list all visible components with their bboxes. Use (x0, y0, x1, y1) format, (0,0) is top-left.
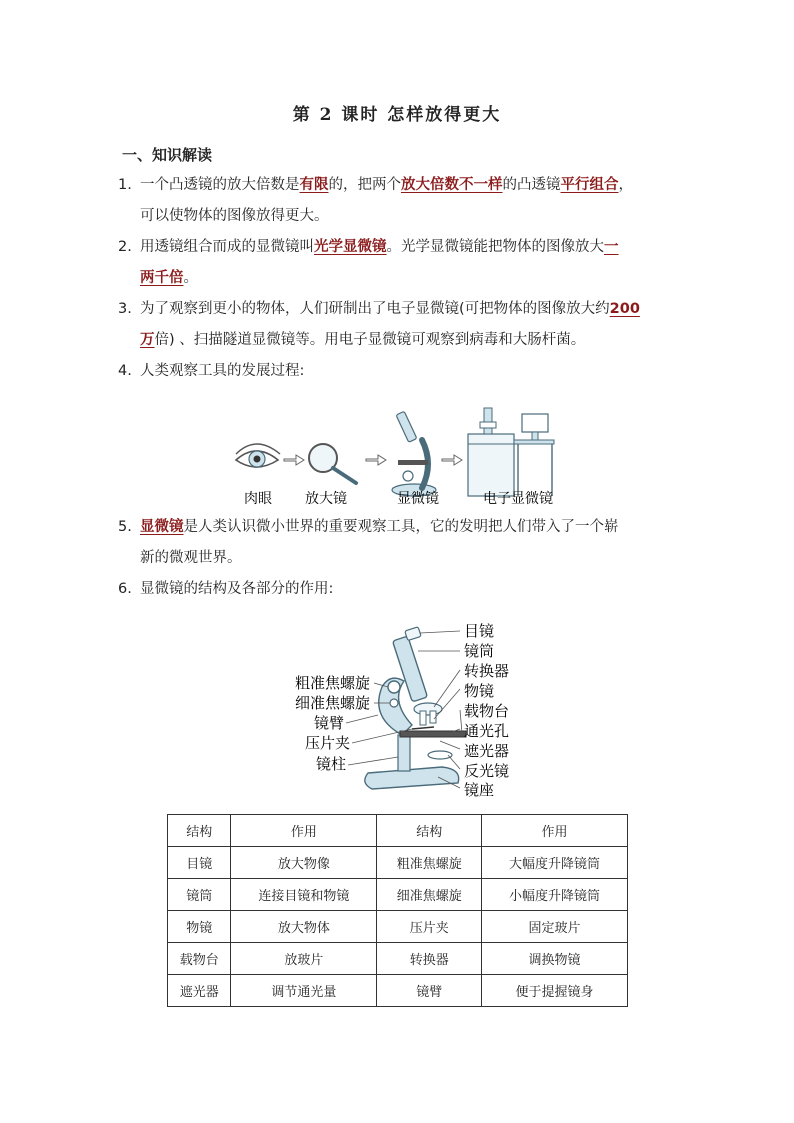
list-item: 2. 用透镜组合而成的显微镜叫光学显微镜。光学显微镜能把物体的图像放大一 两千倍。 (118, 239, 619, 286)
part-label: 物镜 (464, 682, 495, 700)
part-label: 遮光器 (464, 742, 510, 760)
table-row: 载物台 放玻片 转换器 调换物镜 (168, 943, 628, 975)
arrow-right-icon (366, 455, 386, 465)
part-label: 压片夹 (304, 734, 350, 752)
part-label: 细准焦螺旋 (294, 694, 370, 712)
table-row: 镜筒 连接目镜和物镜 细准焦螺旋 小幅度升降镜筒 (168, 879, 628, 911)
magnifier-icon (309, 444, 356, 483)
microscope-structure-figure (262, 617, 534, 803)
list-item: 4. 人类观察工具的发展过程: (118, 363, 305, 379)
tool-label: 电子显微镜 (483, 491, 553, 507)
table-row: 物镜 放大物体 压片夹 固定玻片 (168, 911, 628, 943)
tool-label: 放大镜 (305, 491, 347, 507)
tool-label: 肉眼 (244, 491, 272, 507)
section-heading: 一、知识解读 (122, 146, 213, 164)
table-header-row (168, 815, 628, 847)
structure-table (167, 814, 628, 1007)
table-header: 作用 (231, 815, 377, 847)
page-title: 第 2 课时 怎样放得更大 (292, 105, 502, 125)
table-header: 结构 (168, 815, 231, 847)
observation-tools-figure (226, 404, 566, 508)
table-header: 作用 (482, 815, 628, 847)
list-item: 6. 显微镜的结构及各部分的作用: (118, 581, 334, 597)
arrow-right-icon (284, 455, 304, 465)
part-label: 镜柱 (315, 755, 346, 773)
part-label: 通光孔 (464, 722, 510, 740)
part-label: 目镜 (464, 622, 495, 640)
part-label: 转换器 (464, 662, 510, 680)
table-row: 目镜 放大物像 粗准焦螺旋 大幅度升降镜筒 (168, 847, 628, 879)
arrow-right-icon (442, 455, 462, 465)
list-item: 3. 为了观察到更小的物体，人们研制出了电子显微镜(可把物体的图像放大约200 万倍) 、扫描隧道显微镜等。用电子显微镜可观察到病毒和大肠杆菌。 (118, 301, 640, 348)
part-label: 镜筒 (464, 642, 495, 660)
eye-icon (236, 444, 280, 467)
tool-label: 显微镜 (397, 491, 439, 507)
table-row: 遮光器 调节通光量 镜臂 便于提握镜身 (168, 975, 628, 1007)
list-item: 1. 一个凸透镜的放大倍数是有限的，把两个放大倍数不一样的凸透镜平行组合， 可以使物体的图像放得更大。 (118, 177, 633, 224)
part-label: 反光镜 (464, 762, 510, 780)
microscope-icon (392, 411, 436, 496)
part-label: 镜座 (464, 781, 495, 799)
list-item: 5. 显微镜是人类认识微小世界的重要观察工具，它的发明把人们带入了一个崭 新的微观世界。 (118, 519, 619, 566)
part-label: 镜臂 (313, 714, 344, 732)
part-label: 载物台 (464, 702, 510, 720)
table-header: 结构 (377, 815, 482, 847)
part-label: 粗准焦螺旋 (294, 674, 370, 692)
electron-microscope-icon (468, 408, 554, 496)
